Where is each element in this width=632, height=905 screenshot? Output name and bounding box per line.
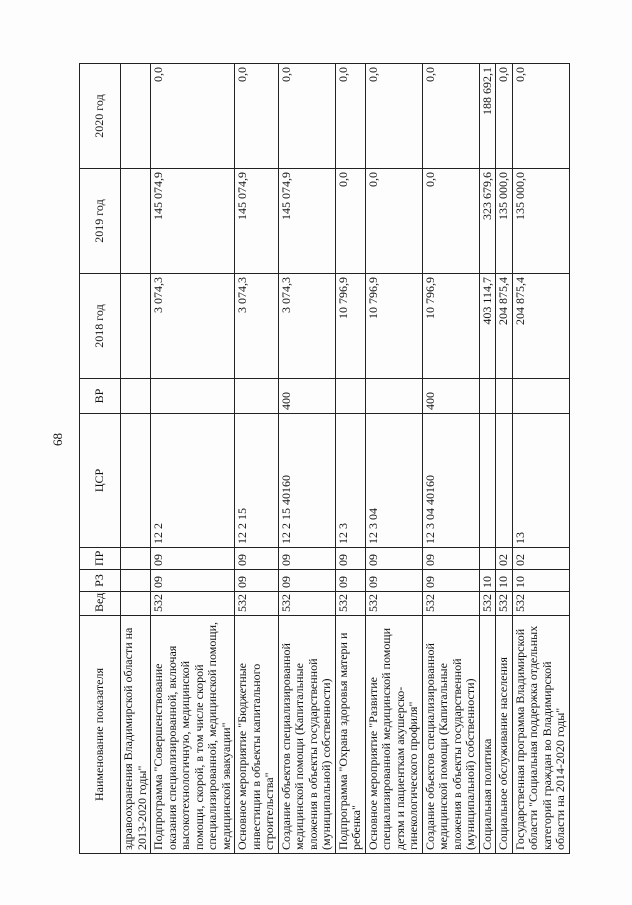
table-row <box>365 64 422 854</box>
cell-2019: 135 000,0 <box>512 169 569 274</box>
header-ved: Вед <box>80 592 121 616</box>
cell-ved: 532 <box>422 592 479 616</box>
cell-csr <box>496 414 513 548</box>
cell-2020: 188 692,1 <box>479 64 496 169</box>
cell-2018: 10 796,9 <box>422 274 479 379</box>
cell-rz: 09 <box>235 570 279 592</box>
header-vr: ВР <box>80 379 121 414</box>
cell-rz: 09 <box>278 570 335 592</box>
cell-csr: 12 3 04 40160 <box>422 414 479 548</box>
cell-vr <box>121 379 151 414</box>
page-number: 68 <box>50 433 65 446</box>
cell-name: Основное мероприятие "Бюджетные инвестиции в объекты капитального строительства" <box>235 616 279 854</box>
cell-name: Подпрограмма "Охрана здоровья матери и ребенка" <box>335 616 365 854</box>
cell-vr <box>151 379 235 414</box>
cell-csr: 12 3 <box>335 414 365 548</box>
cell-pr <box>121 548 151 570</box>
cell-2019: 0,0 <box>422 169 479 274</box>
cell-ved <box>121 592 151 616</box>
table-row <box>151 64 235 854</box>
cell-2020: 0,0 <box>496 64 513 169</box>
cell-csr: 12 3 04 <box>365 414 422 548</box>
cell-pr: 09 <box>365 548 422 570</box>
cell-ved: 532 <box>151 592 235 616</box>
cell-2018: 204 875,4 <box>512 274 569 379</box>
table-body <box>121 64 570 854</box>
cell-name: здравоохранения Владимирской области на 2013-2020 годы" <box>121 616 151 854</box>
cell-csr: 12 2 15 40160 <box>278 414 335 548</box>
cell-ved: 532 <box>235 592 279 616</box>
cell-pr: 09 <box>278 548 335 570</box>
cell-ved: 532 <box>496 592 513 616</box>
cell-pr: 09 <box>235 548 279 570</box>
cell-2020: 0,0 <box>422 64 479 169</box>
cell-2018: 3 074,3 <box>151 274 235 379</box>
cell-2018: 10 796,9 <box>365 274 422 379</box>
table-row <box>235 64 279 854</box>
cell-name: Создание объектов специализированной медицинской помощи (Капитальные вложения в объекты государственной (муниципальной) собственности) <box>278 616 335 854</box>
header-csr: ЦСР <box>80 414 121 548</box>
cell-2018: 204 875,4 <box>496 274 513 379</box>
cell-csr <box>121 414 151 548</box>
header-rz: РЗ <box>80 570 121 592</box>
cell-vr <box>335 379 365 414</box>
cell-2020: 0,0 <box>235 64 279 169</box>
cell-pr: 09 <box>151 548 235 570</box>
cell-2018: 403 114,7 <box>479 274 496 379</box>
cell-vr: 400 <box>278 379 335 414</box>
cell-2019: 135 000,0 <box>496 169 513 274</box>
budget-table-container <box>79 64 567 854</box>
cell-rz <box>121 570 151 592</box>
cell-name: Социальная политика <box>479 616 496 854</box>
cell-rz: 09 <box>365 570 422 592</box>
cell-rz: 09 <box>335 570 365 592</box>
cell-vr <box>365 379 422 414</box>
table-row <box>422 64 479 854</box>
cell-vr <box>235 379 279 414</box>
cell-pr: 02 <box>496 548 513 570</box>
cell-2019: 0,0 <box>365 169 422 274</box>
cell-2019: 0,0 <box>335 169 365 274</box>
cell-2019: 145 074,9 <box>235 169 279 274</box>
cell-csr: 12 2 <box>151 414 235 548</box>
table-row <box>479 64 496 854</box>
cell-2019: 323 679,6 <box>479 169 496 274</box>
cell-rz: 10 <box>479 570 496 592</box>
cell-rz: 09 <box>151 570 235 592</box>
header-2018: 2018 год <box>80 274 121 379</box>
cell-rz: 09 <box>422 570 479 592</box>
cell-pr: 09 <box>422 548 479 570</box>
cell-2018: 3 074,3 <box>235 274 279 379</box>
header-name: Наименование показателя <box>80 616 121 854</box>
table-row <box>496 64 513 854</box>
cell-ved: 532 <box>479 592 496 616</box>
cell-2020: 0,0 <box>151 64 235 169</box>
cell-ved: 532 <box>365 592 422 616</box>
cell-ved: 532 <box>335 592 365 616</box>
table-row <box>512 64 569 854</box>
cell-2019 <box>121 169 151 274</box>
cell-2020: 0,0 <box>365 64 422 169</box>
cell-pr: 09 <box>335 548 365 570</box>
cell-name: Государственная программа Владимирской области "Социальная поддержка отдельных категорий граждан во Владимирской области на 2014-2020 годы" <box>512 616 569 854</box>
table-row <box>278 64 335 854</box>
cell-vr <box>479 379 496 414</box>
cell-ved: 532 <box>278 592 335 616</box>
cell-2019: 145 074,9 <box>278 169 335 274</box>
cell-csr: 12 2 15 <box>235 414 279 548</box>
header-2019: 2019 год <box>80 169 121 274</box>
cell-name: Подпрограмма "Совершенствование оказания специализированной, включая высокотехнологичную, медицинской помощи, скорой, в том числе скорой специализированной, медицинской помощи, медицинской эвакуации" <box>151 616 235 854</box>
cell-rz: 10 <box>512 570 569 592</box>
cell-2020: 0,0 <box>278 64 335 169</box>
cell-pr <box>479 548 496 570</box>
cell-name: Основное мероприятие "Развитие специализированной медицинской помощи детям и пациенткам акушерско-гинекологического профиля" <box>365 616 422 854</box>
cell-vr: 400 <box>422 379 479 414</box>
table-row <box>121 64 151 854</box>
cell-2019: 145 074,9 <box>151 169 235 274</box>
table-header-row <box>80 64 121 854</box>
cell-2018 <box>121 274 151 379</box>
cell-2020: 0,0 <box>512 64 569 169</box>
cell-2018: 3 074,3 <box>278 274 335 379</box>
cell-2020: 0,0 <box>335 64 365 169</box>
cell-name: Социальное обслуживание населения <box>496 616 513 854</box>
cell-csr: 13 <box>512 414 569 548</box>
header-2020: 2020 год <box>80 64 121 169</box>
cell-ved: 532 <box>512 592 569 616</box>
cell-vr <box>496 379 513 414</box>
cell-rz: 10 <box>496 570 513 592</box>
table-row <box>335 64 365 854</box>
cell-2018: 10 796,9 <box>335 274 365 379</box>
cell-csr <box>479 414 496 548</box>
cell-vr <box>512 379 569 414</box>
budget-table <box>79 63 570 854</box>
cell-name: Создание объектов специализированной медицинской помощи (Капитальные вложения в объекты государственной (муниципальной) собственности) <box>422 616 479 854</box>
header-pr: ПР <box>80 548 121 570</box>
cell-pr: 02 <box>512 548 569 570</box>
cell-2020 <box>121 64 151 169</box>
